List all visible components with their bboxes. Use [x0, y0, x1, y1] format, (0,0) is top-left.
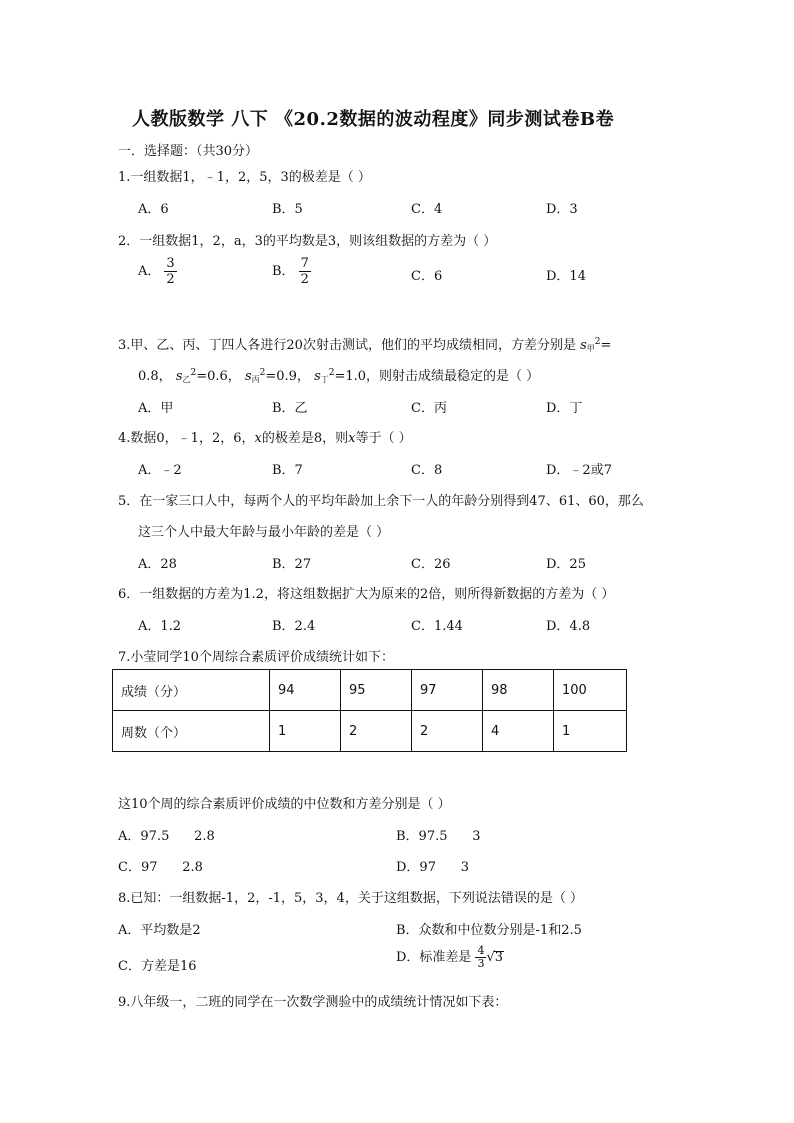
- fraction-denominator: 2: [166, 272, 175, 287]
- table-cell: 94: [270, 670, 341, 711]
- table-cell: 1: [270, 711, 341, 752]
- q8-option-d-label: D．标准差是: [396, 950, 472, 965]
- sqrt-sign-icon: √: [486, 950, 495, 965]
- table-cell: 100: [554, 670, 627, 711]
- fraction: [299, 256, 311, 287]
- section-heading: 一．选择题：（共30分）: [118, 144, 259, 159]
- table-cell: 2: [341, 711, 412, 752]
- table-cell: 98: [483, 670, 554, 711]
- subscript-jia: 甲: [586, 344, 595, 353]
- subscript-bing: 丙: [251, 375, 260, 384]
- table-row: [113, 711, 627, 752]
- table-cell: 成绩（分）: [113, 670, 270, 711]
- variable-x: x: [348, 431, 356, 446]
- q5-stem-line1: 5．在一家三口人中，每两个人的平均年龄加上余下一人的年龄分别得到47、61、60，那么: [118, 494, 644, 509]
- q1-stem: 1.一组数据1，﹣1，2，5，3的极差是（ ）: [118, 170, 371, 185]
- q4-option-c[interactable]: C．8: [411, 463, 443, 478]
- subscript-ding: 丁: [320, 375, 329, 384]
- q6-option-a[interactable]: A．1.2: [138, 619, 182, 634]
- superscript-2: 2: [594, 337, 601, 347]
- q3-option-d[interactable]: D．丁: [546, 401, 583, 416]
- q1-option-b[interactable]: B．5: [272, 202, 303, 217]
- sqrt-radicand: 3: [494, 950, 504, 965]
- q3-option-b[interactable]: B．乙: [272, 401, 308, 416]
- superscript-2: 2: [190, 368, 197, 378]
- variance-jia-value: 0.8，: [138, 369, 172, 384]
- table-cell: 1: [554, 711, 627, 752]
- q8-option-d[interactable]: [396, 945, 504, 970]
- table-cell: 97: [412, 670, 483, 711]
- q5-option-a[interactable]: A．28: [138, 557, 177, 572]
- table-cell: 周数（个）: [113, 711, 270, 752]
- q5-option-b[interactable]: B．27: [272, 557, 312, 572]
- q8-option-c[interactable]: C．方差是16: [118, 959, 197, 974]
- q6-option-d[interactable]: D．4.8: [546, 619, 591, 634]
- q8-option-b[interactable]: B．众数和中位数分别是-1和2.5: [396, 923, 582, 938]
- variance-symbol: s: [580, 338, 587, 353]
- q2-option-d[interactable]: D．14: [546, 269, 586, 284]
- q7-option-c[interactable]: C．97 2.8: [118, 860, 203, 875]
- page-title: 人教版数学 八下 《20.2数据的波动程度》同步测试卷B卷: [132, 109, 615, 130]
- q4-option-b[interactable]: B．7: [272, 463, 303, 478]
- q4-option-d[interactable]: D．﹣2或7: [546, 463, 612, 478]
- superscript-2: 2: [328, 368, 335, 378]
- q4-stem-part3: 等于（ ）: [355, 431, 412, 446]
- q5-stem-line2: 这三个人中最大年龄与最小年龄的差是（ ）: [138, 525, 390, 540]
- q3-option-c[interactable]: C．丙: [411, 401, 447, 416]
- table-cell: 95: [341, 670, 412, 711]
- q7-question: 这10个周的综合素质评价成绩的中位数和方差分别是（ ）: [118, 797, 451, 812]
- table-row: [113, 670, 627, 711]
- fraction-denominator: 2: [300, 272, 309, 287]
- superscript-2: 2: [259, 368, 266, 378]
- q4-stem-part2: 的极差是8，则: [261, 431, 349, 446]
- variance-symbol: s: [244, 369, 252, 384]
- q7-stem: 7.小莹同学10个周综合素质评价成绩统计如下：: [118, 650, 394, 665]
- q2-option-b[interactable]: [272, 256, 311, 287]
- q2-option-a[interactable]: [138, 256, 177, 287]
- fraction-denominator: 3: [477, 957, 485, 970]
- fraction-numerator: 7: [300, 256, 309, 271]
- q8-stem: 8.已知：一组数据-1，2，-1，5，3，4，关于这组数据，下列说法错误的是（ ）: [118, 891, 583, 906]
- q6-stem: 6．一组数据的方差为1.2，将这组数据扩大为原来的2倍，则所得新数据的方差为（ ）: [118, 587, 615, 602]
- variance-symbol: s: [314, 369, 321, 384]
- fraction: [475, 945, 486, 970]
- q5-option-d[interactable]: D．25: [546, 557, 586, 572]
- q2-option-c[interactable]: C．6: [411, 269, 443, 284]
- fraction-numerator: 3: [166, 256, 175, 271]
- fraction-numerator: 4: [477, 944, 485, 957]
- q8-option-a[interactable]: A．平均数是2: [118, 923, 201, 938]
- q7-option-a[interactable]: A．97.5 2.8: [118, 829, 215, 844]
- q3-stem-line2: [138, 365, 539, 385]
- q4-option-a[interactable]: A．﹣2: [138, 463, 182, 478]
- q7-option-d[interactable]: D．97 3: [396, 860, 470, 875]
- variance-symbol: s: [175, 369, 183, 384]
- variance-ding-value: =1.0，则射击成绩最稳定的是（ ）: [334, 369, 540, 384]
- variance-bing-value: =0.9，: [265, 369, 310, 384]
- q6-option-b[interactable]: B．2.4: [272, 619, 316, 634]
- q4-stem: [118, 427, 412, 446]
- equals-sign: =: [600, 338, 612, 353]
- grades-table: [112, 669, 627, 752]
- variable-x: x: [254, 431, 262, 446]
- q3-stem-text: 3.甲、乙、丙、丁四人各进行20次射击测试，他们的平均成绩相同，方差分别是: [118, 338, 576, 353]
- q2-option-b-label: B．: [272, 264, 295, 279]
- variance-yi-value: =0.6，: [196, 369, 241, 384]
- q1-option-a[interactable]: A．6: [138, 202, 169, 217]
- q3-option-a[interactable]: A．甲: [138, 401, 174, 416]
- q4-stem-part1: 4.数据0，﹣1，2，6，: [118, 431, 255, 446]
- q1-option-c[interactable]: C．4: [411, 202, 443, 217]
- fraction: [164, 256, 176, 287]
- q5-option-c[interactable]: C．26: [411, 557, 451, 572]
- table-cell: 4: [483, 711, 554, 752]
- q9-stem: 9.八年级一，二班的同学在一次数学测验中的成绩统计情况如下表：: [118, 995, 508, 1010]
- q1-option-d[interactable]: D．3: [546, 202, 578, 217]
- q7-option-b[interactable]: B．97.5 3: [396, 829, 481, 844]
- q2-stem: 2．一组数据1，2，a，3的平均数是3，则该组数据的方差为（ ）: [118, 234, 497, 249]
- q6-option-c[interactable]: C．1.44: [411, 619, 463, 634]
- subscript-yi: 乙: [182, 375, 191, 384]
- q2-option-a-label: A．: [138, 264, 161, 279]
- table-cell: 2: [412, 711, 483, 752]
- q3-stem-line1: [118, 334, 611, 354]
